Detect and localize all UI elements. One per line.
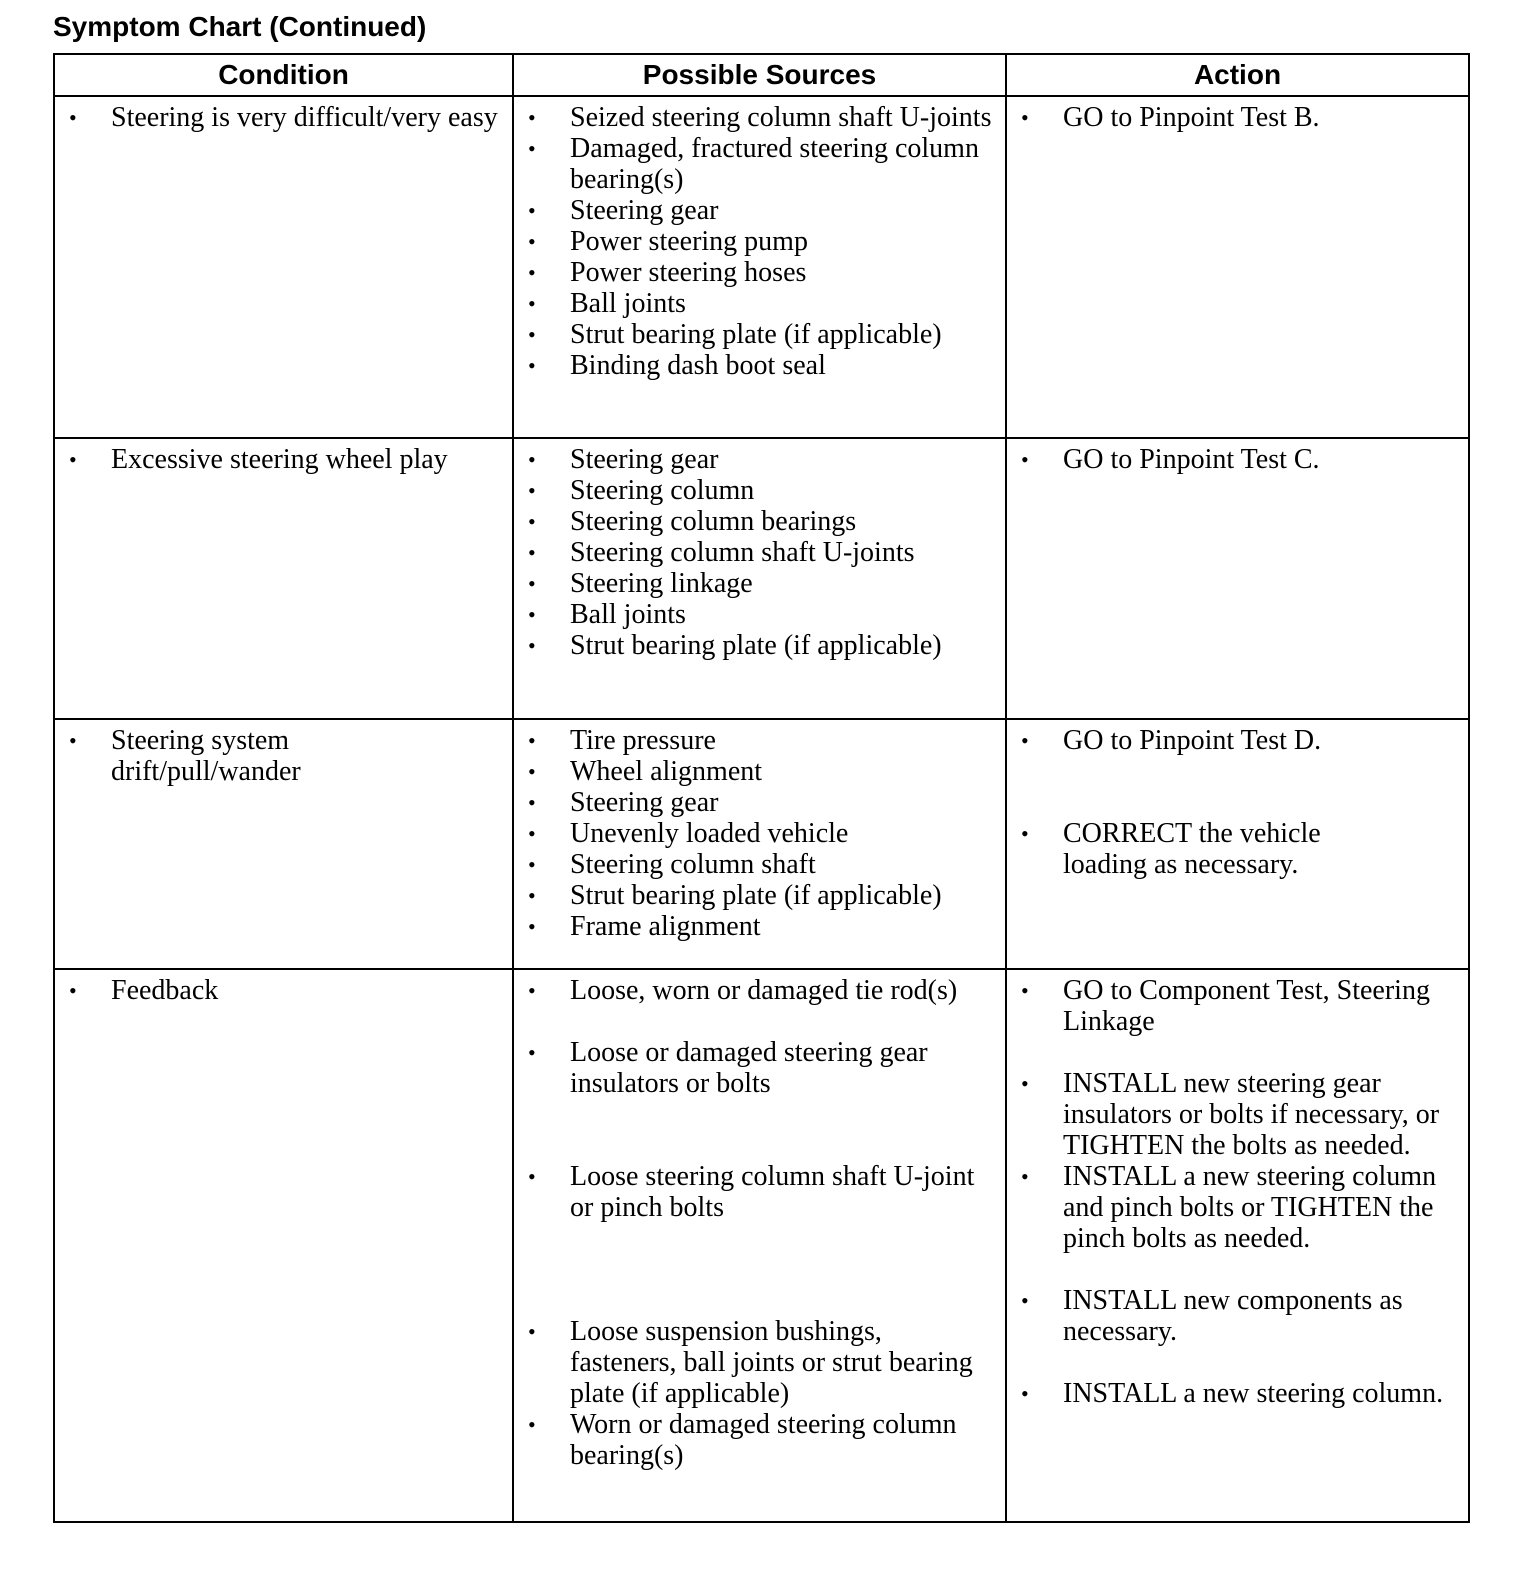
source-item: • Ball joints: [528, 599, 686, 630]
source-item: • Steering column shaft: [528, 849, 816, 880]
condition-cell: [54, 96, 513, 438]
header-possible-sources: Possible Sources: [513, 54, 1006, 96]
condition-item: • Steering system drift/pull/wander: [69, 725, 301, 787]
source-item: • Power steering pump: [528, 226, 808, 257]
action-item: • CORRECT the vehicle loading as necessary.: [1021, 818, 1321, 880]
bullet-icon: •: [528, 229, 536, 254]
source-item: • Tire pressure: [528, 725, 716, 756]
source-item: • Ball joints: [528, 288, 686, 319]
bullet-icon: •: [528, 978, 536, 1003]
source-item: • Binding dash boot seal: [528, 350, 826, 381]
source-item: • Frame alignment: [528, 911, 761, 942]
condition-item: • Feedback: [69, 975, 219, 1006]
table-row: [54, 719, 1469, 969]
bullet-icon: •: [1021, 821, 1029, 846]
bullet-icon: •: [1021, 1381, 1029, 1406]
sources-cell: [513, 438, 1006, 719]
sources-cell: [513, 719, 1006, 969]
action-item: • GO to Pinpoint Test C.: [1021, 444, 1320, 475]
bullet-icon: •: [69, 105, 77, 130]
header-action: Action: [1006, 54, 1469, 96]
bullet-icon: •: [528, 198, 536, 223]
source-item: • Steering linkage: [528, 568, 753, 599]
bullet-icon: •: [528, 571, 536, 596]
bullet-icon: •: [528, 260, 536, 285]
bullet-icon: •: [528, 728, 536, 753]
bullet-icon: •: [528, 136, 536, 161]
source-item: • Wheel alignment: [528, 756, 763, 787]
bullet-icon: •: [69, 447, 77, 472]
condition-item: • Steering is very difficult/very easy: [69, 102, 498, 133]
bullet-icon: •: [528, 353, 536, 378]
source-item: • Worn or damaged steering column bearing(s): [528, 1409, 957, 1471]
action-cell: [1006, 96, 1469, 438]
source-item: • Steering column shaft U-joints: [528, 537, 915, 568]
action-cell: [1006, 969, 1469, 1522]
bullet-icon: •: [528, 478, 536, 503]
bullet-icon: •: [528, 1040, 536, 1065]
source-item: • Strut bearing plate (if applicable): [528, 630, 942, 661]
table-row: [54, 969, 1469, 1522]
bullet-icon: •: [528, 447, 536, 472]
action-item: • GO to Component Test, Steering Linkage: [1021, 975, 1430, 1037]
action-item: • INSTALL a new steering column and pinch bolts or TIGHTEN the pinch bolts as needed.: [1021, 1161, 1437, 1254]
bullet-icon: •: [1021, 728, 1029, 753]
sources-cell: [513, 969, 1006, 1522]
source-item: • Loose, worn or damaged tie rod(s): [528, 975, 958, 1006]
source-item: • Steering gear: [528, 444, 719, 475]
source-item: • Loose or damaged steering gear insulators or bolts: [528, 1037, 928, 1099]
source-item: • Steering gear: [528, 195, 719, 226]
chart-title: Symptom Chart (Continued): [53, 11, 427, 42]
action-cell: [1006, 438, 1469, 719]
condition-item: • Excessive steering wheel play: [69, 444, 448, 475]
header-condition: Condition: [54, 54, 513, 96]
bullet-icon: •: [528, 883, 536, 908]
source-item: • Power steering hoses: [528, 257, 807, 288]
bullet-icon: •: [1021, 1288, 1029, 1313]
bullet-icon: •: [1021, 447, 1029, 472]
condition-cell: [54, 969, 513, 1522]
source-item: • Loose suspension bushings, fasteners, ball joints or strut bearing plate (if applicable): [528, 1316, 973, 1409]
bullet-icon: •: [528, 914, 536, 939]
bullet-icon: •: [528, 509, 536, 534]
action-item: • GO to Pinpoint Test B.: [1021, 102, 1320, 133]
bullet-icon: •: [528, 1164, 536, 1189]
bullet-icon: •: [528, 322, 536, 347]
source-item: • Seized steering column shaft U-joints: [528, 102, 992, 133]
action-item: • INSTALL new steering gear insulators or bolts if necessary, or TIGHTEN the bolts as needed.: [1021, 1068, 1440, 1161]
bullet-icon: •: [1021, 105, 1029, 130]
bullet-icon: •: [528, 821, 536, 846]
bullet-icon: •: [528, 540, 536, 565]
bullet-icon: •: [528, 291, 536, 316]
bullet-icon: •: [528, 759, 536, 784]
sources-cell: [513, 96, 1006, 438]
source-item: • Steering column: [528, 475, 755, 506]
source-item: • Damaged, fractured steering column bearing(s): [528, 133, 979, 195]
bullet-icon: •: [528, 1412, 536, 1437]
bullet-icon: •: [69, 728, 77, 753]
bullet-icon: •: [528, 790, 536, 815]
table-row: [54, 96, 1469, 438]
condition-cell: [54, 438, 513, 719]
source-item: • Steering column bearings: [528, 506, 857, 537]
bullet-icon: •: [1021, 978, 1029, 1003]
symptom-chart-table: [53, 53, 1470, 1523]
action-item: • GO to Pinpoint Test D.: [1021, 725, 1322, 756]
source-item: • Strut bearing plate (if applicable): [528, 880, 942, 911]
source-item: • Loose steering column shaft U-joint or pinch bolts: [528, 1161, 975, 1223]
bullet-icon: •: [528, 105, 536, 130]
bullet-icon: •: [69, 978, 77, 1003]
action-item: • INSTALL a new steering column.: [1021, 1378, 1444, 1409]
bullet-icon: •: [528, 602, 536, 627]
source-item: • Steering gear: [528, 787, 719, 818]
bullet-icon: •: [1021, 1071, 1029, 1096]
source-item: • Unevenly loaded vehicle: [528, 818, 849, 849]
action-cell: [1006, 719, 1469, 969]
bullet-icon: •: [528, 852, 536, 877]
source-item: • Strut bearing plate (if applicable): [528, 319, 942, 350]
table-header-row: [54, 54, 1469, 96]
condition-cell: [54, 719, 513, 969]
table-row: [54, 438, 1469, 719]
action-item: • INSTALL new components as necessary.: [1021, 1285, 1403, 1347]
bullet-icon: •: [528, 633, 536, 658]
bullet-icon: •: [1021, 1164, 1029, 1189]
bullet-icon: •: [528, 1319, 536, 1344]
